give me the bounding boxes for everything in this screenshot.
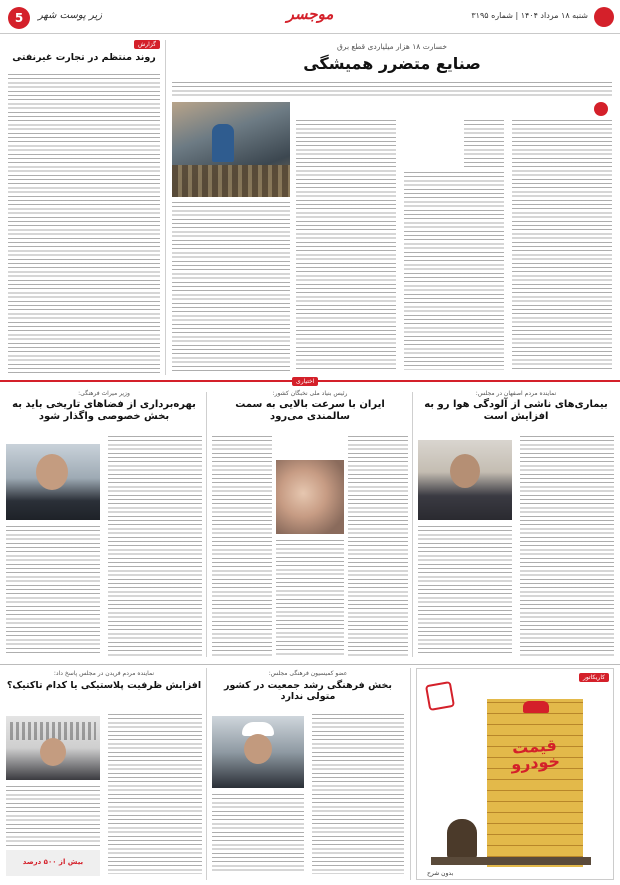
hands-photo xyxy=(276,460,344,534)
cartoon-caption: بدون شرح xyxy=(427,870,454,877)
strip-body-2 xyxy=(6,526,100,656)
bottom-headline: افزایش ظرفیت پلاستیکی یا کدام تاکتیک؟ xyxy=(6,680,202,691)
page-number: 5 xyxy=(8,7,30,29)
strip-body-3 xyxy=(276,540,344,655)
face-shape xyxy=(450,454,480,488)
strip-tag: اختیاری xyxy=(292,377,318,386)
column-divider xyxy=(412,392,413,657)
bottom-body-2 xyxy=(212,794,304,874)
strip-kicker: رئیس بنیاد ملی نخبگان کشور: xyxy=(272,390,348,397)
lead-body-col-2 xyxy=(404,172,504,370)
lead-article xyxy=(172,40,612,380)
strip-headline: بهره‌برداری از فضاهای تاریخی باید به بخش خصوصی واگذار شود xyxy=(12,399,196,422)
column-divider xyxy=(165,40,166,375)
factory-machinery xyxy=(172,165,290,197)
cleric-portrait-photo xyxy=(212,716,304,788)
issue-line: شنبه ۱۸ مرداد ۱۴۰۴ | شماره ۳۱۹۵ xyxy=(471,11,588,20)
strip-body xyxy=(348,436,408,656)
lead-kicker: خسارت ۱۸ هزار میلیاردی قطع برق xyxy=(336,42,447,51)
bottom-article-population xyxy=(212,668,404,880)
quote-box xyxy=(6,850,100,876)
face-shape xyxy=(36,454,68,490)
cartoon-label: قیمت خودرو xyxy=(510,735,561,774)
lead-body-col-4 xyxy=(172,202,290,372)
strip-headline: ایران با سرعت بالایی به سمت سالمندی می‌رود xyxy=(235,399,385,422)
strip-body xyxy=(520,436,614,656)
mp-portrait-photo xyxy=(418,440,512,520)
car-icon xyxy=(523,701,549,713)
strip-kicker: وزیر میراث فرهنگی: xyxy=(78,390,130,397)
sidebar-article xyxy=(8,40,160,380)
cartoon-box xyxy=(416,668,614,880)
bottom-body xyxy=(312,714,404,874)
ground-line xyxy=(431,857,591,865)
newspaper-logo-icon xyxy=(594,7,614,27)
lead-headline: صنایع متضرر همیشگی xyxy=(303,54,481,73)
strip-article-air-pollution xyxy=(418,390,614,660)
strip-article-aging xyxy=(212,390,408,660)
column-divider xyxy=(206,668,207,880)
strip-body xyxy=(108,436,202,656)
sidebar-tag: گزارش xyxy=(134,40,160,49)
section-title: زیر پوست شهر xyxy=(38,10,103,21)
cartoon-stamp-icon xyxy=(425,681,455,711)
strip-body-2 xyxy=(418,526,512,656)
sidebar-headline: روند منتظم در تجارت غیرنفتی xyxy=(12,52,156,63)
newspaper-montage-photo xyxy=(6,716,100,780)
face-shape xyxy=(40,738,66,766)
strip-article-heritage xyxy=(6,390,202,660)
bottom-body xyxy=(108,714,202,874)
cartoon-tag: کاریکاتور xyxy=(579,673,609,682)
brick-wall xyxy=(487,699,583,867)
column-divider xyxy=(410,668,411,880)
lead-body-col-3 xyxy=(296,120,396,370)
strip-body-2 xyxy=(212,436,272,656)
minister-portrait-photo xyxy=(6,444,100,520)
lead-red-badge-icon xyxy=(594,102,608,116)
bottom-headline: بخش فرهنگی رشد جمعیت در کشور متولی ندارد xyxy=(224,680,392,703)
worker-figure xyxy=(212,124,234,162)
bottom-article-plastic xyxy=(6,668,202,880)
bottom-kicker: عضو کمیسیون فرهنگی مجلس: xyxy=(268,670,348,677)
bottom-body-2 xyxy=(6,786,100,846)
strip-headline: بیماری‌های ناشی از آلودگی هوا رو به افزایش است xyxy=(424,399,608,422)
sidebar-body-text xyxy=(8,74,160,374)
lead-intro xyxy=(172,82,612,98)
section-rule xyxy=(0,664,620,665)
face-shape xyxy=(244,734,272,764)
lead-body-col-2a xyxy=(464,120,504,168)
column-divider xyxy=(206,392,207,657)
masthead xyxy=(0,0,620,34)
lead-body-col-1 xyxy=(512,120,612,370)
bottom-kicker: نماینده مردم فریدن در مجلس پاسخ داد: xyxy=(53,670,155,677)
strip-kicker: نماینده مردم اصفهان در مجلس: xyxy=(475,390,557,397)
cartoon-man-figure xyxy=(447,819,477,859)
quote-box-text: بیش از ۵۰۰ درصد xyxy=(22,858,84,866)
factory-photo xyxy=(172,102,290,197)
masthead-logo: موجسر xyxy=(286,5,334,23)
